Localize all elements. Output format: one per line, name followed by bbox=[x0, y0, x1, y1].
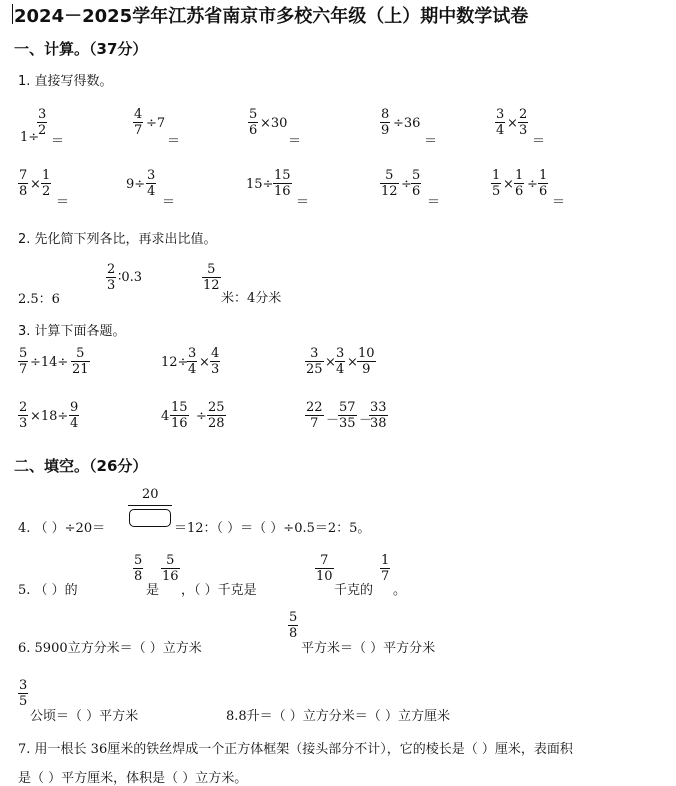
op-div-7: ÷7 bbox=[146, 116, 166, 131]
fraction-3-4 bbox=[187, 346, 197, 377]
ratio-meter-decimeter: 米：4分米 bbox=[221, 291, 282, 306]
denominator: 8 bbox=[19, 184, 28, 199]
numerator: 57 bbox=[339, 400, 356, 415]
denominator: 4 bbox=[147, 184, 156, 199]
denominator: 9 bbox=[362, 362, 371, 377]
numerator: 7 bbox=[315, 553, 334, 569]
op-times-30: ×30 bbox=[260, 116, 288, 131]
denominator: 35 bbox=[339, 416, 356, 431]
denominator: 16 bbox=[171, 416, 188, 431]
op-minus: － bbox=[326, 413, 340, 428]
denominator: 21 bbox=[72, 362, 89, 377]
numerator: 3 bbox=[496, 107, 505, 122]
op-times: × bbox=[347, 355, 358, 370]
denominator: 7 bbox=[381, 569, 390, 584]
question-6-part-c: 公顷＝（ ）平方米 bbox=[30, 709, 139, 724]
op-times: × bbox=[507, 116, 518, 131]
numerator: 5 bbox=[19, 346, 28, 361]
denominator: 6 bbox=[412, 184, 421, 199]
numerator: 5 bbox=[161, 553, 180, 569]
numerator: 33 bbox=[370, 400, 387, 415]
op-times: × bbox=[30, 177, 41, 192]
fraction-1-6 bbox=[514, 168, 524, 199]
fraction-3-4 bbox=[146, 168, 156, 199]
op-div-14-div: ÷14÷ bbox=[30, 355, 69, 370]
op-div: ÷ bbox=[527, 177, 538, 192]
op-times: × bbox=[325, 355, 336, 370]
denominator: 5 bbox=[492, 184, 501, 199]
question-7-line-1: 7. 用一根长 36厘米的铁丝焊成一个正方体框架（接头部分不计），它的棱长是（ ）厘米，表面积 bbox=[18, 742, 573, 757]
numerator: 4 bbox=[134, 107, 143, 122]
numerator: 2 bbox=[519, 107, 528, 122]
equals-sign: ＝ bbox=[167, 134, 181, 149]
fraction-22-7 bbox=[305, 400, 324, 431]
numerator: 1 bbox=[492, 168, 501, 183]
op-div: ÷ bbox=[401, 177, 412, 192]
op-div: ÷ bbox=[196, 409, 207, 424]
numerator: 5 bbox=[249, 107, 258, 122]
fraction-57-35 bbox=[338, 400, 357, 431]
equals-sign: ＝ bbox=[424, 134, 438, 149]
fraction-3-2 bbox=[37, 107, 47, 138]
numerator: 4 bbox=[211, 346, 220, 361]
numerator: 8 bbox=[381, 107, 390, 122]
equals-sign: ＝ bbox=[162, 195, 176, 210]
fraction-1-2 bbox=[41, 168, 51, 199]
section-fill-blank-heading: 二、填空。（26分） bbox=[14, 457, 148, 475]
numerator: 3 bbox=[38, 107, 47, 122]
denominator: 9 bbox=[381, 123, 390, 138]
numerator: 5 bbox=[71, 346, 90, 362]
fraction-2-3 bbox=[106, 262, 116, 293]
fraction-5-7 bbox=[18, 346, 28, 377]
fraction-5-16 bbox=[161, 553, 180, 584]
op-div-36: ÷36 bbox=[393, 116, 421, 131]
op-times: × bbox=[199, 355, 210, 370]
numerator: 1 bbox=[515, 168, 524, 183]
denominator: 7 bbox=[19, 362, 28, 377]
numerator: 2 bbox=[19, 400, 28, 415]
fraction-5-8 bbox=[133, 553, 143, 584]
numerator: 5 bbox=[412, 168, 421, 183]
fraction-3-4 bbox=[495, 107, 505, 138]
fraction-8-9 bbox=[380, 107, 390, 138]
denominator: 12 bbox=[381, 184, 398, 199]
fraction-1-7 bbox=[380, 553, 390, 584]
equals-sign: ＝ bbox=[296, 195, 310, 210]
mixed-number-whole: 4 bbox=[161, 409, 170, 424]
op-minus: － bbox=[359, 413, 373, 428]
numerator: 5 bbox=[134, 553, 143, 568]
fraction-5-6 bbox=[411, 168, 421, 199]
text-cursor bbox=[12, 4, 13, 24]
fraction-15-16 bbox=[170, 400, 189, 431]
fraction-10-9 bbox=[357, 346, 376, 377]
question-6-part-d: 8.8升＝（ ）立方分米＝（ ）立方厘米 bbox=[226, 709, 450, 724]
denominator: 12 bbox=[203, 278, 220, 293]
numerator: 5 bbox=[289, 610, 298, 625]
numerator: 5 bbox=[380, 168, 399, 184]
numerator: 5 bbox=[202, 262, 221, 278]
fraction-25-28 bbox=[207, 400, 226, 431]
denominator: 6 bbox=[515, 184, 524, 199]
text-shi: 是 bbox=[146, 583, 160, 598]
fraction-7-10 bbox=[315, 553, 334, 584]
fraction-1-6 bbox=[538, 168, 548, 199]
denominator: 25 bbox=[306, 362, 323, 377]
numerator: 9 bbox=[70, 400, 79, 415]
fraction-3-25 bbox=[305, 346, 324, 377]
denominator: 28 bbox=[208, 416, 225, 431]
denominator: 38 bbox=[370, 416, 387, 431]
question-6-part-b: 平方米＝（ ）平方分米 bbox=[301, 641, 436, 656]
question-4-end: ＝12：（ ）＝（ ）÷0.5＝2：5。 bbox=[174, 521, 371, 536]
denominator: 4 bbox=[188, 362, 197, 377]
question-7-line-2: 是（ ）平方厘米，体积是（ ）立方米。 bbox=[18, 771, 248, 786]
numerator: 25 bbox=[208, 400, 225, 415]
denominator: 16 bbox=[274, 184, 291, 199]
fraction-bar bbox=[128, 505, 172, 506]
denominator: 4 bbox=[70, 416, 79, 431]
question-2-label: 2. 先化简下列各比，再求出比值。 bbox=[18, 232, 217, 247]
fraction-2-3 bbox=[518, 107, 528, 138]
question-5-start: 5. （ ）的 bbox=[18, 583, 78, 598]
op-twelve-div: 12÷ bbox=[161, 355, 189, 370]
denominator: 3 bbox=[519, 123, 528, 138]
op-times: × bbox=[503, 177, 514, 192]
question-5-middle: ，（ ）千克是 bbox=[181, 583, 257, 598]
denominator: 8 bbox=[289, 626, 298, 641]
numerator: 15 bbox=[274, 168, 291, 183]
text-kilogram-of: 千克的 bbox=[334, 583, 374, 598]
section-calculation-heading: 一、计算。（37分） bbox=[14, 40, 148, 58]
fraction-2-3 bbox=[18, 400, 28, 431]
fraction-15-16 bbox=[273, 168, 292, 199]
fraction-5-12 bbox=[380, 168, 399, 199]
fraction-5-12 bbox=[202, 262, 221, 293]
fraction-1-5 bbox=[491, 168, 501, 199]
denominator: 5 bbox=[19, 694, 28, 709]
op-one-div: 1÷ bbox=[20, 130, 40, 145]
numerator: 22 bbox=[306, 400, 323, 415]
fraction-3-5 bbox=[18, 678, 28, 709]
fraction-20-over-blank-numerator: 20 bbox=[142, 487, 159, 502]
numerator: 2 bbox=[107, 262, 116, 277]
question-6-part-a: 6. 5900立方分米＝（ ）立方米 bbox=[18, 641, 202, 656]
denominator: 7 bbox=[310, 416, 319, 431]
denominator: 3 bbox=[19, 416, 28, 431]
fraction-4-3 bbox=[210, 346, 220, 377]
exam-title: 2024－2025学年江苏省南京市多校六年级（上）期中数学试卷 bbox=[14, 6, 529, 27]
fraction-33-38 bbox=[369, 400, 388, 431]
numerator: 1 bbox=[381, 553, 390, 568]
denominator: 6 bbox=[539, 184, 548, 199]
numerator: 3 bbox=[336, 346, 345, 361]
fraction-5-21 bbox=[71, 346, 90, 377]
denominator: 4 bbox=[336, 362, 345, 377]
denominator: 7 bbox=[134, 123, 143, 138]
denominator: 4 bbox=[496, 123, 505, 138]
op-nine-div: 9÷ bbox=[126, 177, 146, 192]
denominator: 2 bbox=[42, 184, 51, 199]
op-times-18-div: ×18÷ bbox=[30, 409, 69, 424]
fraction-9-4 bbox=[69, 400, 79, 431]
fraction-3-4 bbox=[335, 346, 345, 377]
ratio-2-5-to-6: 2.5：6 bbox=[18, 292, 60, 307]
fraction-4-7 bbox=[133, 107, 143, 138]
denominator: 10 bbox=[316, 569, 333, 584]
ratio-to-0-3: ∶0.3 bbox=[118, 270, 143, 285]
numerator: 3 bbox=[19, 678, 28, 693]
numerator: 1 bbox=[42, 168, 51, 183]
equals-sign: ＝ bbox=[288, 134, 302, 149]
denominator: 3 bbox=[211, 362, 220, 377]
numerator: 3 bbox=[147, 168, 156, 183]
numerator: 1 bbox=[539, 168, 548, 183]
equals-sign: ＝ bbox=[427, 195, 441, 210]
equals-sign: ＝ bbox=[51, 134, 65, 149]
denominator: 2 bbox=[38, 123, 47, 138]
op-fifteen-div: 15÷ bbox=[246, 177, 274, 192]
equals-sign: ＝ bbox=[56, 195, 70, 210]
question-3-label: 3. 计算下面各题。 bbox=[18, 324, 126, 339]
fraction-7-8 bbox=[18, 168, 28, 199]
fraction-5-8 bbox=[288, 610, 298, 641]
denominator: 3 bbox=[107, 278, 116, 293]
numerator: 3 bbox=[188, 346, 197, 361]
denominator: 16 bbox=[162, 569, 179, 584]
question-1-label: 1. 直接写得数。 bbox=[18, 74, 113, 89]
numerator: 10 bbox=[358, 346, 375, 361]
denominator: 8 bbox=[134, 569, 143, 584]
numerator: 7 bbox=[19, 168, 28, 183]
numerator: 15 bbox=[171, 400, 188, 415]
fraction-5-6 bbox=[248, 107, 258, 138]
period: 。 bbox=[393, 583, 407, 598]
numerator: 3 bbox=[305, 346, 324, 362]
equals-sign: ＝ bbox=[552, 195, 566, 210]
equals-sign: ＝ bbox=[532, 134, 546, 149]
question-4-start: 4. （ ）÷20＝ bbox=[18, 521, 106, 536]
blank-denominator-box[interactable] bbox=[129, 509, 171, 527]
denominator: 6 bbox=[249, 123, 258, 138]
